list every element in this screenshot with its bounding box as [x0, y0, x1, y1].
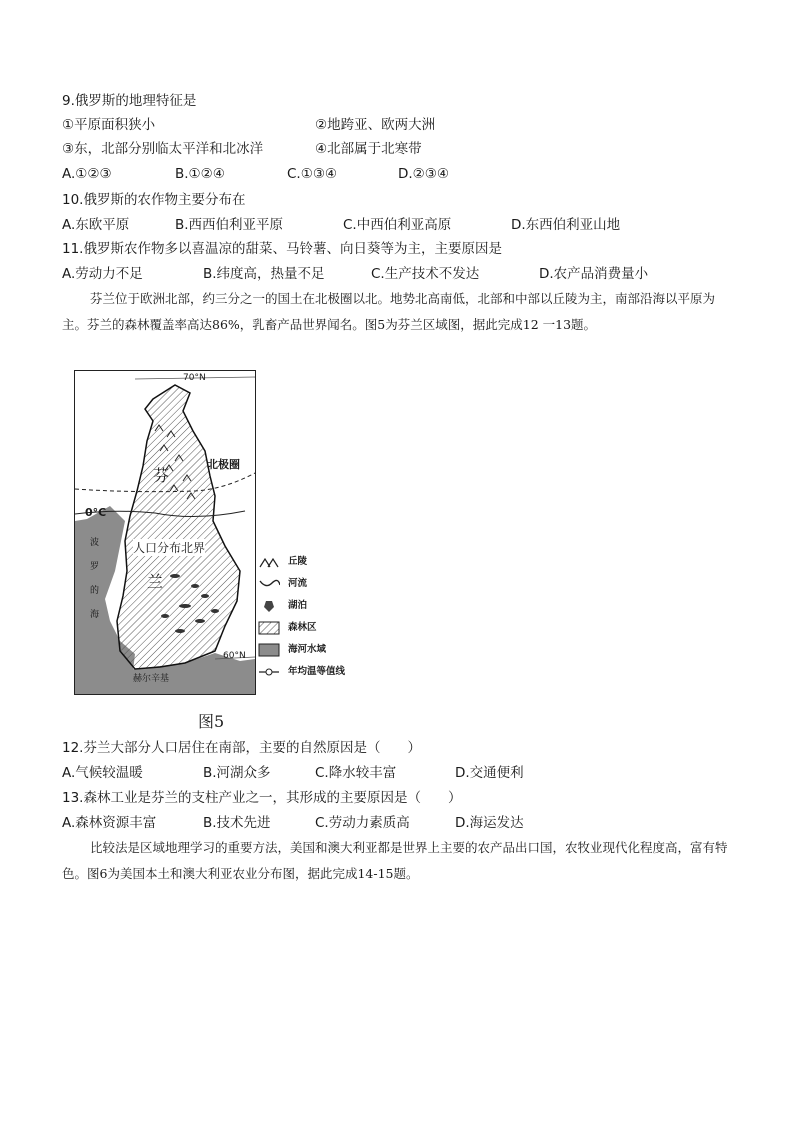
legend-hill-label: 丘陵	[288, 556, 308, 567]
q10-option-a: A.东欧平原	[62, 217, 130, 233]
agriculture-passage: 比较法是区域地理学习的重要方法，美国和澳大利亚都是世界上主要的农产品出口国，农牧业现代化程度高，富有特色。图6为美国本土和澳大利亚农业分布图，据此完成14-15题。	[62, 840, 728, 881]
q9-option-a: A.①②③	[62, 166, 112, 182]
q10-option-d: D.东西伯利亚山地	[511, 217, 621, 233]
finland-passage: 芬兰位于欧洲北部，约三分之一的国土在北极圈以北。地势北高南低，北部和中部以丘陵为主，南部沿海以平原为主。芬兰的森林覆盖率高达86%，乳畜产品世界闻名。图5为芬兰区域图，据此完成12 一13题。	[62, 291, 716, 332]
sea-char-1: 波	[90, 538, 100, 548]
legend-sea-label: 海河水域	[288, 644, 327, 655]
q12-option-d: D.交通便利	[455, 765, 524, 781]
q10-option-b: B.西西伯利亚平原	[175, 217, 284, 233]
q11-option-a: A.劳动力不足	[62, 266, 143, 282]
lat-70-label: 70°N	[183, 373, 206, 383]
sea-icon	[258, 643, 280, 657]
lat-60-label: 60°N	[223, 651, 246, 661]
population-north-boundary-label: 人口分布北界	[133, 541, 206, 555]
q9-item-2: ②地跨亚、欧两大洲	[315, 117, 436, 133]
isotherm-label: 0°C	[85, 506, 107, 519]
sea-char-2: 罗	[90, 562, 100, 572]
q9-item-3: ③东，北部分别临太平洋和北冰洋	[62, 141, 264, 157]
river-icon	[258, 577, 280, 591]
hill-icon	[258, 555, 280, 569]
baltic-sea-label	[90, 531, 100, 627]
q9-option-b: B.①②④	[175, 166, 225, 182]
figure-caption: 图5	[198, 712, 225, 731]
q13-stem: 13.森林工业是芬兰的支柱产业之一，其形成的主要原因是（ ）	[62, 790, 462, 806]
q11-option-b: B.纬度高，热量不足	[203, 266, 325, 282]
q12-option-a: A.气候较温暖	[62, 765, 143, 781]
q9-option-c: C.①③④	[287, 166, 338, 182]
q11-stem: 11.俄罗斯农作物多以喜温凉的甜菜、马铃薯、向日葵等为主，主要原因是	[62, 241, 502, 257]
finland-map	[74, 370, 256, 695]
capital-label: 赫尔辛基	[133, 674, 170, 684]
legend-forest-label: 森林区	[288, 622, 317, 633]
q10-option-c: C.中西伯利亚高原	[343, 217, 452, 233]
q12-option-c: C.降水较丰富	[315, 765, 397, 781]
finland-land	[117, 385, 240, 669]
q10-stem: 10.俄罗斯的农作物主要分布在	[62, 192, 246, 208]
q9-stem: 9.俄罗斯的地理特征是	[62, 93, 197, 109]
forest-icon	[258, 621, 280, 635]
q13-option-a: A.森林资源丰富	[62, 815, 157, 831]
sea-char-3: 的	[90, 586, 100, 596]
q13-option-b: B.技术先进	[203, 815, 271, 831]
q11-option-d: D.农产品消费量小	[539, 266, 649, 282]
q13-option-c: C.劳动力素质高	[315, 815, 410, 831]
q11-option-c: C.生产技术不发达	[371, 266, 480, 282]
legend-isotherm-label: 年均温等值线	[288, 666, 346, 677]
legend-river-label: 河流	[288, 578, 308, 589]
arctic-circle-label: 北极圈	[207, 458, 240, 471]
q9-item-4: ④北部属于北寒带	[315, 141, 422, 157]
country-char-2: 兰	[147, 572, 164, 591]
q12-option-b: B.河湖众多	[203, 765, 271, 781]
q9-item-1: ①平原面积狭小	[62, 117, 156, 133]
q13-option-d: D.海运发达	[455, 815, 524, 831]
q12-stem: 12.芬兰大部分人口居住在南部，主要的自然原因是（ ）	[62, 740, 421, 756]
isotherm-icon	[258, 665, 280, 679]
finland-map-svg	[75, 371, 255, 694]
sea-char-4: 海	[90, 610, 100, 620]
q9-option-d: D.②③④	[398, 166, 449, 182]
legend-lake-label: 湖泊	[288, 600, 308, 611]
country-char-1: 芬	[153, 466, 170, 485]
lake-icon	[258, 599, 280, 613]
